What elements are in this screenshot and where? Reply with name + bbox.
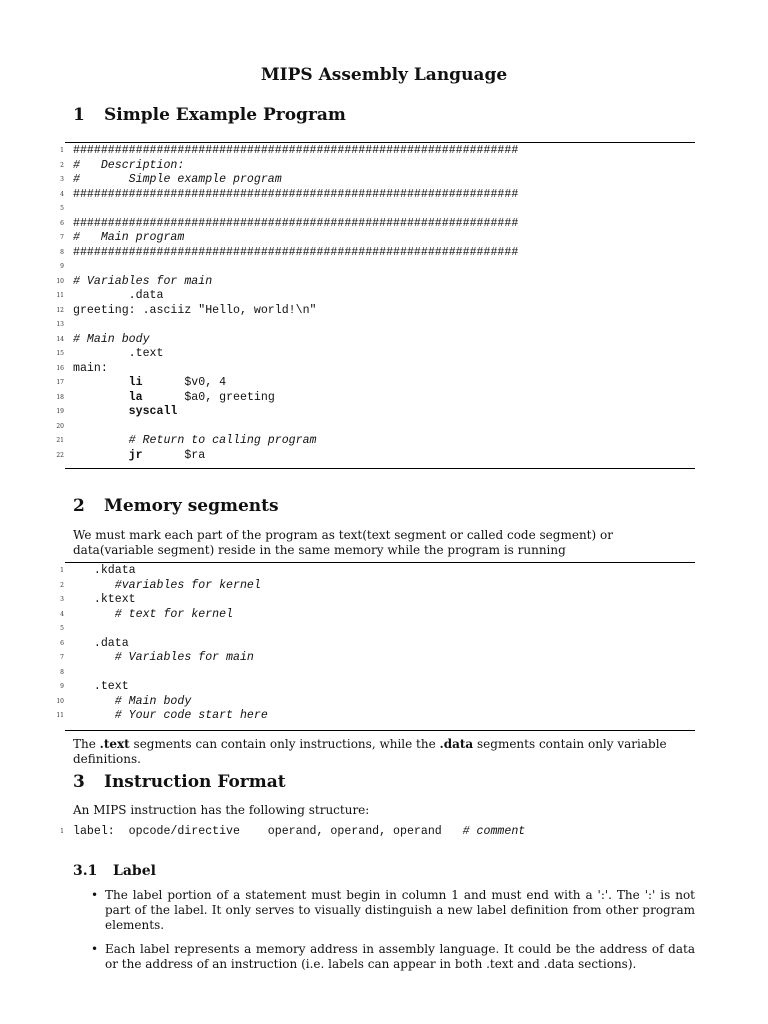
code-indent [73,391,129,404]
code-line [0,289,768,304]
data-keyword: .data [439,737,474,751]
code-line [0,260,768,275]
bullet-item [73,942,695,972]
code-line [0,695,768,710]
code-line [0,622,768,637]
code-line [0,420,768,435]
code-line [0,651,768,666]
text-keyword: .text [99,737,130,751]
line-number: 14 [56,335,64,343]
code-line [0,579,768,594]
section-number: 1 [73,105,85,125]
section-title: Memory segments [104,496,279,516]
code-line [0,593,768,608]
section-heading-1 [73,105,346,125]
bullet-text: Each label represents a memory address in assembly language. It could be the address of data or the address of an instruction (i.e. labels can appear in both .text and .data sections). [105,942,695,971]
line-number: 13 [56,321,64,328]
code-text [73,825,525,840]
code-text: .data [73,636,129,650]
line-number: 8 [60,668,64,676]
code-text: # Description: [73,158,185,172]
code-text: #variables for kernel [73,578,261,592]
code-text: greeting: .asciiz "Hello, world!\n" [73,303,317,317]
code-text: .data [73,289,164,302]
line-number: 6 [60,639,64,647]
code-text: # Main program [73,231,185,244]
bullet-text: The label portion of a statement must begin in column 1 and must end with a ':'. The ':' is not part of the label. It only serves to visually distinguish a new label definition from other program elements. [105,888,695,932]
line-number: 9 [60,263,64,270]
code-text: # Main body [73,332,150,346]
bullet-dot-icon: • [91,888,99,902]
line-number: 5 [60,205,64,212]
line-number: 17 [56,379,64,386]
code-text: # Simple example program [73,173,282,186]
code-line [0,434,768,449]
document-title: MIPS Assembly Language [260,65,508,85]
code-listing-example [0,144,768,463]
code-listing-bottom-rule [65,468,695,469]
operands: $ra [184,448,206,462]
opcode: li [128,376,143,389]
opcode: jr [128,448,143,462]
line-number: 6 [60,219,64,227]
code-indent [73,376,129,389]
section-title: Instruction Format [104,772,286,792]
code-text [73,449,205,464]
line-number: 11 [56,712,64,719]
text-run: segments can contain only instructions, while the [129,737,440,751]
line-number: 22 [56,451,64,459]
code-text [73,376,226,391]
code-listing-format [0,825,768,840]
line-number: 4 [60,190,64,198]
code-line [0,680,768,695]
code-line [0,159,768,174]
code-line [0,362,768,377]
code-gap [143,376,185,389]
section-title: Simple Example Program [104,105,346,125]
code-line [0,825,768,840]
code-text: # Variables for main [73,274,213,288]
text-run: segments contain only variable definitions. [73,737,667,766]
code-text: # Main body [73,694,192,708]
line-number: 1 [60,147,64,154]
code-line [0,709,768,724]
code-text [73,391,275,406]
code-segment: label: opcode/directive operand, operand, operand [73,825,463,838]
code-line [0,564,768,579]
code-line [0,449,768,464]
code-line [0,405,768,420]
code-listing-bottom-rule [65,730,695,731]
memory-segments-paragraph: We must mark each part of the program as text(text segment or called code segment) or data(variable segment) reside in the same memory while the program is running [73,528,613,557]
code-text: ################################################################ [73,216,519,230]
line-number: 12 [56,306,64,314]
code-line [0,144,768,159]
code-line [0,347,768,362]
text-run: The [73,737,100,751]
subsection-title: Label [113,863,156,879]
line-number: 7 [60,654,64,661]
line-number: 18 [56,393,64,401]
code-text: main: [73,361,108,375]
code-gap [143,449,185,462]
line-number: 20 [56,422,64,430]
line-number: 1 [60,567,64,574]
code-text: # Your code start here [73,709,268,722]
line-number: 16 [56,364,64,372]
code-text: # Return to calling program [73,434,317,447]
line-number: 15 [56,350,64,357]
code-text: .ktext [73,593,136,606]
line-number: 10 [56,277,64,285]
code-gap [143,391,185,404]
opcode: syscall [128,405,178,418]
section-heading-3 [73,772,286,792]
line-number: 7 [60,234,64,241]
line-number: 9 [60,683,64,690]
line-number: 1 [60,828,64,835]
line-number: 19 [56,408,64,415]
subsection-heading [73,863,156,879]
line-number: 10 [56,697,64,705]
code-indent [73,405,129,418]
code-line [0,666,768,681]
code-text: .text [73,680,129,693]
line-number: 11 [56,292,64,299]
line-number: 3 [60,596,64,603]
bullet-dot-icon: • [91,942,99,956]
subsection-number: 3.1 [73,863,98,879]
line-number: 8 [60,248,64,256]
code-text: # Variables for main [73,651,254,664]
operands: $a0, greeting [184,390,275,404]
code-line [0,608,768,623]
code-line [0,231,768,246]
code-line [0,637,768,652]
code-text: ################################################################ [73,144,519,157]
segments-note-paragraph [73,737,695,767]
code-line [0,173,768,188]
bullet-item [73,888,695,933]
code-line [0,318,768,333]
label-bullet-list [73,888,695,981]
code-line [0,304,768,319]
instruction-format-paragraph: An MIPS instruction has the following structure: [73,803,370,817]
code-listing-top-rule [65,142,695,143]
code-line [0,188,768,203]
code-line [0,391,768,406]
line-number: 4 [60,610,64,618]
code-text: .text [73,347,164,360]
code-line [0,202,768,217]
code-listing-segments [0,564,768,724]
code-text: .kdata [73,564,136,577]
section-heading-2 [73,496,279,516]
line-number: 21 [56,437,64,444]
section-number: 3 [73,772,85,792]
operands: $v0, 4 [184,376,227,389]
code-listing-top-rule [65,562,695,563]
code-text [73,405,177,420]
code-text: # text for kernel [73,607,234,621]
line-number: 3 [60,176,64,183]
code-line [0,376,768,391]
code-line [0,333,768,348]
code-comment: # comment [462,825,526,838]
code-line [0,275,768,290]
line-number: 2 [60,581,64,589]
code-line [0,217,768,232]
code-line [0,246,768,261]
code-indent [73,449,129,462]
line-number: 5 [60,625,64,632]
line-number: 2 [60,161,64,169]
opcode: la [128,390,143,404]
code-text: ################################################################ [73,187,519,201]
code-text: ################################################################ [73,245,519,259]
section-number: 2 [73,496,85,516]
